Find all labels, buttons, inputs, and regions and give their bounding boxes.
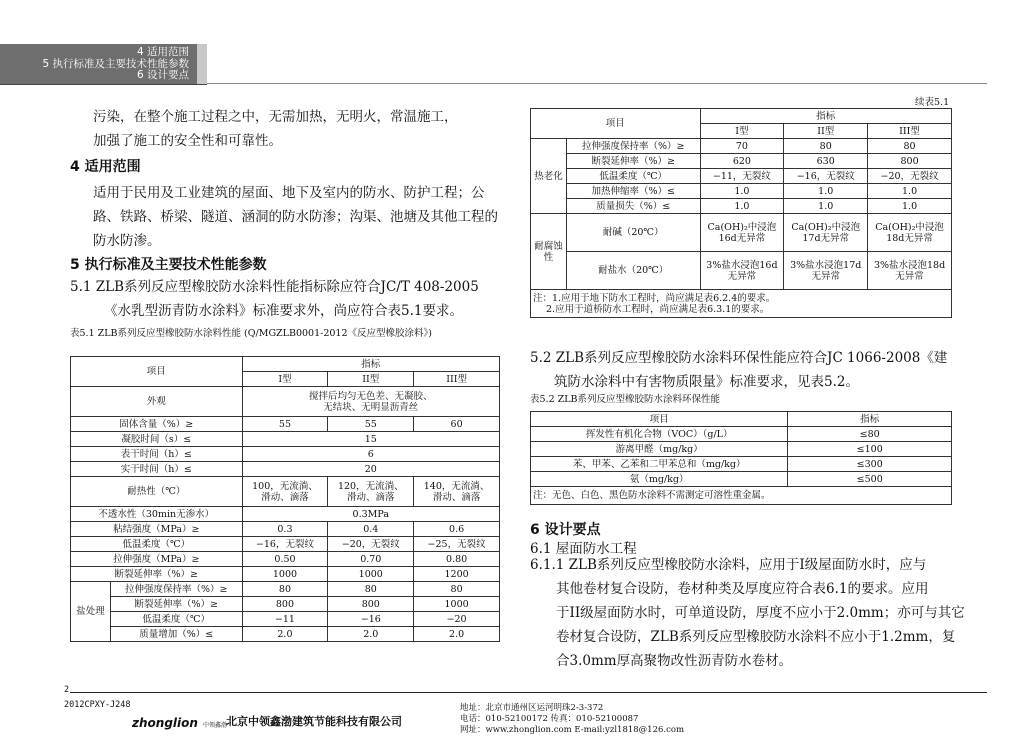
- table-cell: 1200: [414, 567, 500, 582]
- table-cell: 55: [328, 417, 414, 432]
- table-cell: 20: [242, 462, 499, 477]
- table-cell: 0.4: [328, 522, 414, 537]
- company-name: 北京中领鑫渤建筑节能科技有限公司: [226, 715, 402, 728]
- table-cell: 1.0: [868, 184, 952, 199]
- section-5-1-text: 5.1 ZLB系列反应型橡胶防水涂料性能指标除应符合JC/T 408-2005 《水乳型沥青防水涂料》标准要求外，尚应符合表5.1要求。: [70, 279, 479, 319]
- table-cell: 0.70: [328, 552, 414, 567]
- table-cell: 120，无流淌、 滑动、滴落: [328, 477, 414, 507]
- section-5-title: 5 执行标准及主要技术性能参数: [70, 257, 267, 273]
- table-cell: 70: [700, 139, 784, 154]
- table-cell: 140，无流淌、 滑动、滴落: [414, 477, 500, 507]
- table-cell: 游离甲醛（mg/kg）: [531, 442, 788, 457]
- table-cell: 苯、甲苯、乙苯和二甲苯总和（mg/kg）: [531, 457, 788, 472]
- table-cell: 氨（mg/kg）: [531, 472, 788, 487]
- table-cell: 项目: [531, 109, 701, 139]
- table-cell: 不透水性（30min无渗水）: [71, 507, 243, 522]
- table-cell: ≤300: [788, 457, 952, 472]
- table-cell: 耐碱（20℃）: [566, 214, 700, 252]
- table-5-1-continued: [530, 108, 952, 318]
- table-cell: 粘结强度（MPa）≥: [71, 522, 243, 537]
- table-cell: 低温柔度（℃）: [566, 169, 700, 184]
- table-cell: 2.0: [242, 627, 328, 642]
- table-cell: 拉伸强度保持率（%）≥: [110, 582, 242, 597]
- table-cell: 60: [414, 417, 500, 432]
- table-cell: −11，无裂纹: [700, 169, 784, 184]
- table-cell: ≤500: [788, 472, 952, 487]
- doc-code: 2012CPXY-J248: [64, 700, 131, 710]
- table-cell: 100，无流淌、 滑动、滴落: [242, 477, 328, 507]
- table-cell: −11: [242, 612, 328, 627]
- table-cell: 注：无色、白色、黑色防水涂料不需测定可溶性重金属。: [531, 487, 952, 505]
- section-6-title: 6 设计要点: [530, 522, 601, 538]
- table-cell: I型: [700, 124, 784, 139]
- table-cell: ≤100: [788, 442, 952, 457]
- table-cell: 630: [784, 154, 868, 169]
- table-5-2: [530, 411, 952, 505]
- table-cell: 3%盐水浸泡18d 无异常: [868, 252, 952, 290]
- table-cell: II型: [784, 124, 868, 139]
- table-cell: −20，无裂纹: [328, 537, 414, 552]
- table-cell: 80: [414, 582, 500, 597]
- header-line-3: 6 设计要点: [136, 69, 189, 81]
- table-cell: 固体含量（%）≥: [71, 417, 243, 432]
- section-5-2-text: 5.2 ZLB系列反应型橡胶防水涂料环保性能应符合JC 1066-2008《建 筑防水涂料中有害物质限量》标准要求，见表5.2。: [530, 350, 948, 390]
- table-cell: 1.0: [784, 199, 868, 214]
- table-cell: 指标: [788, 412, 952, 427]
- table-cell: 1000: [242, 567, 328, 582]
- table-cell: ≤80: [788, 427, 952, 442]
- table-cell: 加热伸缩率（%）≤: [566, 184, 700, 199]
- table-cell: 3%盐水浸泡16d 无异常: [700, 252, 784, 290]
- table-cell: 凝胶时间（s）≤: [71, 432, 243, 447]
- section-4-text: 适用于民用及工业建筑的屋面、地下及室内的防水、防护工程；公 路、铁路、桥梁、隧道、涵洞的防水防渗；沟渠、池塘及其他工程的 防水防渗。: [93, 185, 498, 249]
- table-cell: III型: [414, 372, 500, 387]
- appearance-value: 搅拌后均匀无色差、无凝胶、 无结块、无明显沥青丝: [242, 387, 499, 417]
- table-cell: 断裂延伸率（%）≥: [71, 567, 243, 582]
- table-cell: 620: [700, 154, 784, 169]
- table-cell: −16，无裂纹: [242, 537, 328, 552]
- table-cell: 15: [242, 432, 499, 447]
- section-4-title: 4 适用范围: [70, 159, 141, 175]
- table-cell: 80: [242, 582, 328, 597]
- table-cell: 质量损失（%）≤: [566, 199, 700, 214]
- table-cell: 0.3: [242, 522, 328, 537]
- table-cell: 低温柔度（℃）: [110, 612, 242, 627]
- table-cell: Ca(OH)₂中浸泡 16d无异常: [700, 214, 784, 252]
- table-cell: 0.6: [414, 522, 500, 537]
- intro-paragraph: 污染，在整个施工过程之中，无需加热，无明火，常温施工， 加强了施工的安全性和可靠性。: [93, 109, 458, 149]
- table-cell: III型: [868, 124, 952, 139]
- table-cell: 80: [328, 582, 414, 597]
- table-cell: 800: [242, 597, 328, 612]
- section-6-1-1-text: 6.1.1 ZLB系列反应型橡胶防水涂料，应用于I级屋面防水时，应与 其他卷材复合设防，卷材种类及厚度应符合表6.1的要求。应用 于II级屋面防水时，可单道设防，厚度不应小于2.0mm；亦可与其它 卷材复合设防，ZLB系列反应型橡胶防水涂料不应小于1.2mm，复 合3.0mm厚高聚物改性沥青防水卷材。: [530, 557, 965, 669]
- table-cell: 80: [868, 139, 952, 154]
- contact-info: 地址：北京市通州区运河明珠2-3-372 电话：010-52100172 传真：010-52100087 网址：www.zhonglion.com E-mail:yzl1818@126.com: [460, 703, 685, 735]
- table-cell: −20，无裂纹: [868, 169, 952, 184]
- table-5-2-caption: 表5.2 ZLB系列反应型橡胶防水涂料环保性能: [530, 394, 721, 405]
- table-cell: 低温柔度（℃）: [71, 537, 243, 552]
- table-cell: 1.0: [700, 184, 784, 199]
- table-cell: 0.3MPa: [242, 507, 499, 522]
- table-cell: 质量增加（%）≤: [110, 627, 242, 642]
- header-rule: [207, 83, 987, 84]
- footer-rule: [70, 692, 987, 693]
- table-cell: 项目: [531, 412, 788, 427]
- table-cell: 1000: [328, 567, 414, 582]
- corrosion-label: 耐腐蚀性: [531, 214, 567, 290]
- table-cell: 拉伸强度（MPa）≥: [71, 552, 243, 567]
- continued-caption: 续表5.1: [915, 97, 950, 108]
- table-cell: −25，无裂纹: [414, 537, 500, 552]
- table-cell: 1.0: [700, 199, 784, 214]
- row-label: 外观: [71, 387, 243, 417]
- table-cell: 0.50: [242, 552, 328, 567]
- table-cell: 1000: [414, 597, 500, 612]
- table-cell: II型: [328, 372, 414, 387]
- table-cell: 55: [242, 417, 328, 432]
- table-cell: 实干时间（h）≤: [71, 462, 243, 477]
- th-item: 项目: [71, 357, 243, 387]
- header-line-1: 4 适用范围: [136, 46, 189, 58]
- table-5-1: [70, 356, 500, 642]
- table-cell: −20: [414, 612, 500, 627]
- table-cell: 1.0: [868, 199, 952, 214]
- table-cell: −16: [328, 612, 414, 627]
- table-cell: 0.80: [414, 552, 500, 567]
- table-cell: I型: [242, 372, 328, 387]
- table-note: 注：1.应用于地下防水工程时，尚应满足表6.2.4的要求。 2.应用于道桥防水工程时，尚应满足表6.3.1的要求。: [531, 290, 952, 318]
- table-cell: 耐盐水（20℃）: [566, 252, 700, 290]
- table-cell: 指标: [700, 109, 952, 124]
- th-index: 指标: [242, 357, 499, 372]
- header-accent-bar: [197, 44, 207, 84]
- company-logo: zhonglion 中领鑫渤: [132, 716, 228, 730]
- heat-aging-label: 热老化: [531, 139, 567, 214]
- header-rule-left: [0, 84, 207, 85]
- table-cell: 表干时间（h）≤: [71, 447, 243, 462]
- table-5-1-caption: 表5.1 ZLB系列反应型橡胶防水涂料性能 (Q/MGZLB0001-2012《反应型橡胶涂料》): [70, 328, 432, 339]
- table-cell: 耐热性（℃）: [71, 477, 243, 507]
- chapter-header: [0, 44, 197, 84]
- table-cell: 拉伸强度保持率（%）≥: [566, 139, 700, 154]
- table-cell: Ca(OH)₂中浸泡 17d无异常: [784, 214, 868, 252]
- section-6-1-title: 6.1 屋面防水工程: [530, 541, 637, 557]
- table-cell: 800: [328, 597, 414, 612]
- table-cell: 2.0: [328, 627, 414, 642]
- table-cell: 挥发性有机化合物（VOC）（g/L）: [531, 427, 788, 442]
- table-cell: −16，无裂纹: [784, 169, 868, 184]
- table-cell: 800: [868, 154, 952, 169]
- salt-treatment-label: 盐处理: [71, 582, 111, 642]
- table-cell: 3%盐水浸泡17d 无异常: [784, 252, 868, 290]
- header-line-2: 5 执行标准及主要技术性能参数: [42, 57, 189, 70]
- table-cell: Ca(OH)₂中浸泡 18d无异常: [868, 214, 952, 252]
- table-cell: 断裂延伸率（%）≥: [566, 154, 700, 169]
- page-number: 2: [64, 685, 70, 695]
- table-cell: 2.0: [414, 627, 500, 642]
- table-cell: 6: [242, 447, 499, 462]
- table-cell: 断裂延伸率（%）≥: [110, 597, 242, 612]
- table-cell: 1.0: [784, 184, 868, 199]
- table-cell: 80: [784, 139, 868, 154]
